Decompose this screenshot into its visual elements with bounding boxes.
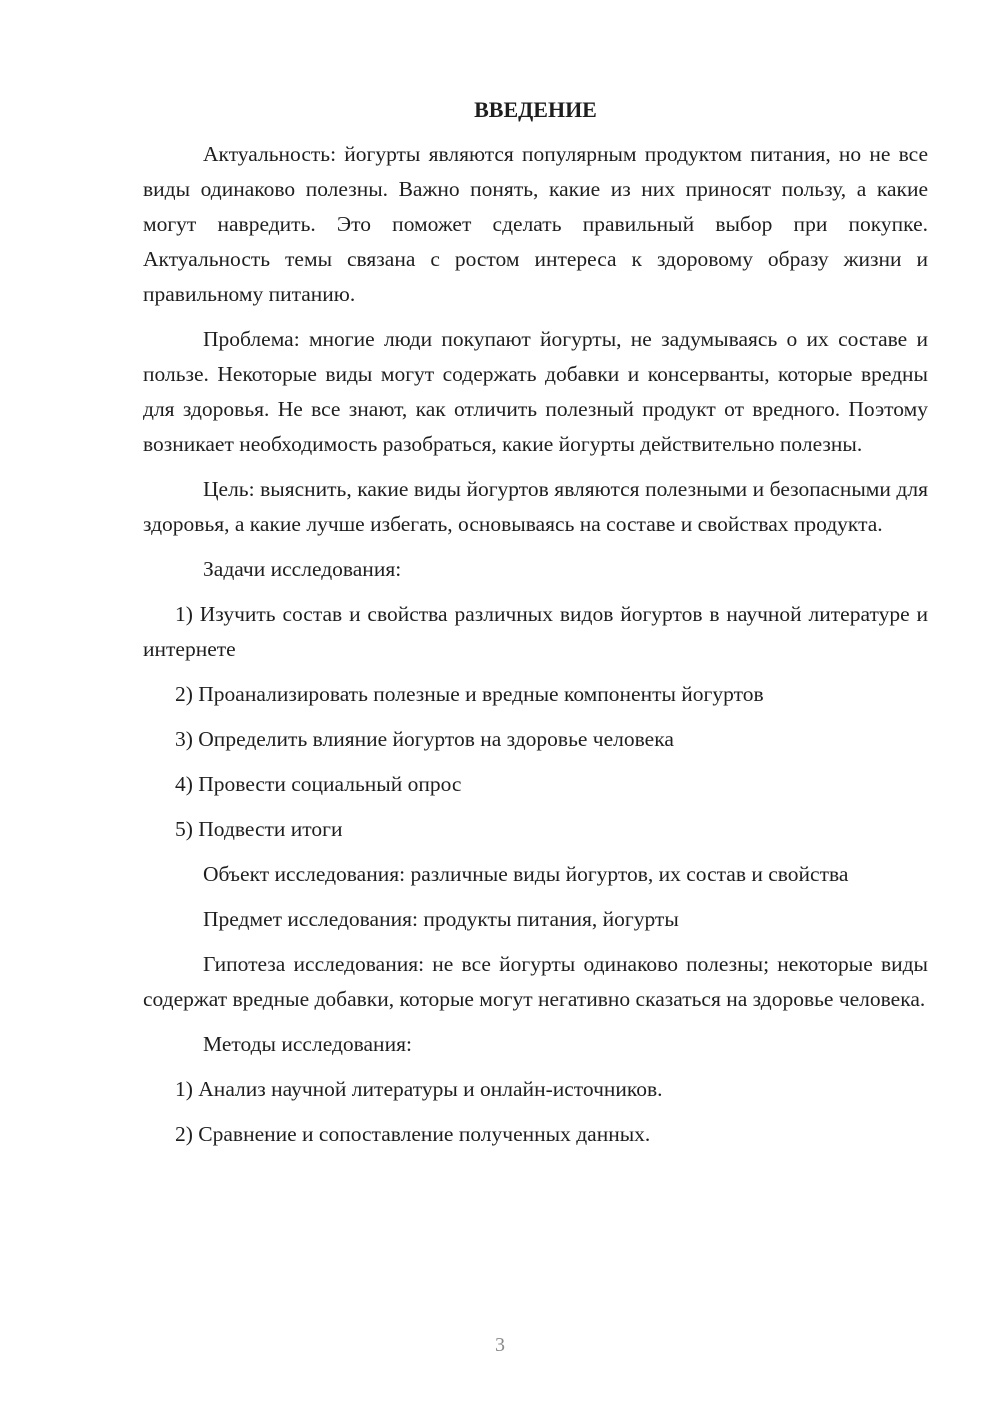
method-item-1: 1) Анализ научной литературы и онлайн-источников. <box>175 1077 663 1101</box>
method-item-2: 2) Сравнение и сопоставление полученных данных. <box>175 1122 651 1146</box>
goal-paragraph: Цель: выяснить, какие виды йогуртов являются полезными и безопасными для здоровья, а какие лучше избегать, основываясь на составе и свойствах продукта. <box>143 477 928 536</box>
hypothesis-paragraph: Гипотеза исследования: не все йогурты одинаково полезны; некоторые виды содержат вредные добавки, которые могут негативно сказаться на здоровье человека. <box>143 952 928 1011</box>
subject-paragraph: Предмет исследования: продукты питания, йогурты <box>203 907 679 931</box>
section-title: ВВЕДЕНИЕ <box>474 97 597 122</box>
methods-heading: Методы исследования: <box>203 1032 412 1056</box>
document-page <box>143 92 928 1152</box>
task-item-1: 1) Изучить состав и свойства различных видов йогуртов в научной литературе и интернете <box>143 602 928 661</box>
task-item-2: 2) Проанализировать полезные и вредные компоненты йогуртов <box>175 682 764 706</box>
page-number: 3 <box>495 1334 505 1356</box>
task-item-5: 5) Подвести итоги <box>175 817 343 841</box>
object-paragraph: Объект исследования: различные виды йогуртов, их состав и свойства <box>203 862 849 886</box>
task-item-4: 4) Провести социальный опрос <box>175 772 462 796</box>
task-item-3: 3) Определить влияние йогуртов на здоровье человека <box>175 727 674 751</box>
problem-paragraph: Проблема: многие люди покупают йогурты, не задумываясь о их составе и пользе. Некоторые виды могут содержать добавки и консерванты, которые вредны для здоровья. Не все знают, как отличить полезный продукт от вредного. Поэтому возникает необходимость разобраться, какие йогурты действительно полезны. <box>143 327 928 456</box>
tasks-heading: Задачи исследования: <box>203 557 402 581</box>
relevance-paragraph: Актуальность: йогурты являются популярным продуктом питания, но не все виды одинаково полезны. Важно понять, какие из них приносят пользу, а какие могут навредить. Это поможет сделать правильный выбор при покупке. Актуальность темы связана с ростом интереса к здоровому образу жизни и правильному питанию. <box>143 142 928 306</box>
